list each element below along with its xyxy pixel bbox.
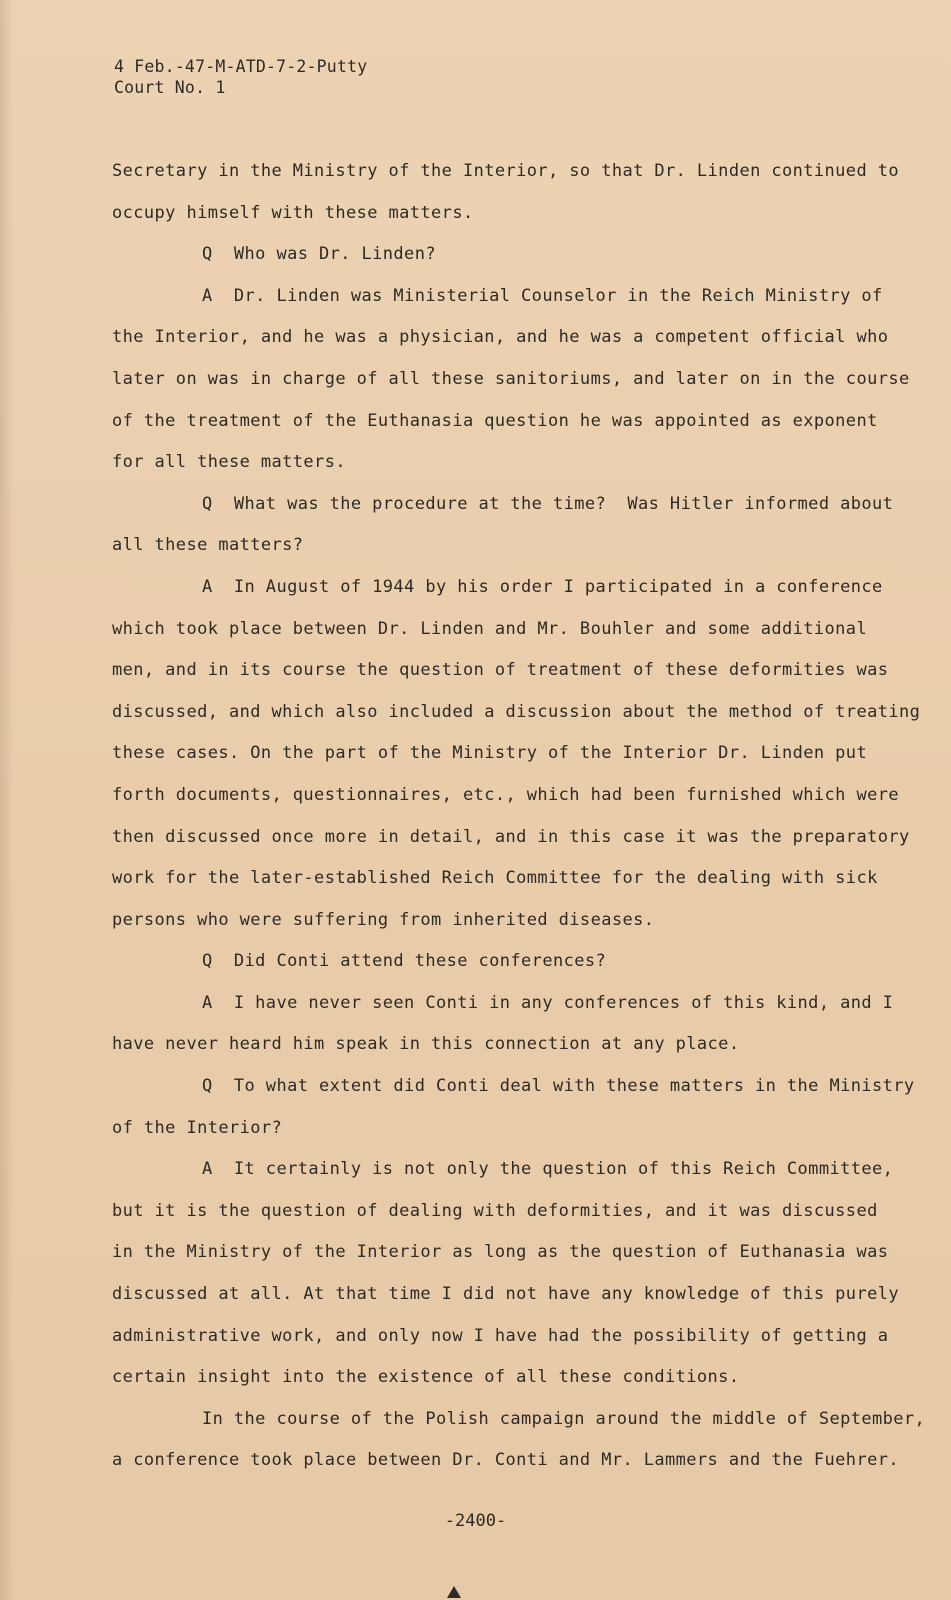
text-line: in the Ministry of the Interior as long as the question of Euthanasia was — [112, 1242, 889, 1263]
header-court: Court No. 1 — [114, 78, 226, 97]
text-line: for all these matters. — [112, 452, 346, 473]
transcript-body — [112, 151, 926, 1482]
page-edge-shadow — [0, 0, 14, 1600]
paragraph-line: In the course of the Polish campaign around the middle of September, — [202, 1408, 926, 1429]
text-line: of the Interior? — [112, 1117, 283, 1138]
answer-line: A It certainly is not only the question of this Reich Committee, — [202, 1159, 894, 1180]
text-line: a conference took place between Dr. Conti and Mr. Lammers and the Fuehrer. — [112, 1450, 899, 1471]
binding-mark — [447, 1586, 461, 1598]
answer-line: A In August of 1944 by his order I participated in a conference — [202, 576, 883, 597]
text-line: these cases. On the part of the Ministry of the Interior Dr. Linden put — [112, 743, 868, 764]
text-line: but it is the question of dealing with deformities, and it was discussed — [112, 1200, 878, 1221]
text-line: then discussed once more in detail, and in this case it was the preparatory — [112, 826, 910, 847]
text-line: Secretary in the Ministry of the Interior, so that Dr. Linden continued to — [112, 161, 899, 181]
text-line: occupy himself with these matters. — [112, 202, 474, 223]
question-line: Q To what extent did Conti deal with these matters in the Ministry — [202, 1076, 915, 1097]
text-line: certain insight into the existence of all these conditions. — [112, 1367, 740, 1388]
text-line: of the treatment of the Euthanasia question he was appointed as exponent — [112, 410, 878, 431]
text-line: discussed, and which also included a discussion about the method of treating — [112, 701, 921, 722]
answer-line: A Dr. Linden was Ministerial Counselor in the Reich Ministry of — [202, 285, 883, 306]
text-line: administrative work, and only now I have had the possibility of getting a — [112, 1325, 889, 1346]
question-line: Q Who was Dr. Linden? — [202, 244, 436, 265]
text-line: men, and in its course the question of treatment of these deformities was — [112, 660, 889, 681]
answer-line: A I have never seen Conti in any conferences of this kind, and I — [202, 992, 894, 1013]
text-line: have never heard him speak in this connection at any place. — [112, 1034, 740, 1055]
text-line: forth documents, questionnaires, etc., which had been furnished which were — [112, 784, 899, 805]
text-line: persons who were suffering from inherited diseases. — [112, 909, 655, 930]
text-line: all these matters? — [112, 535, 304, 556]
question-line: Q Did Conti attend these conferences? — [202, 951, 607, 972]
text-line: discussed at all. At that time I did not have any knowledge of this purely — [112, 1284, 899, 1305]
document-header — [114, 56, 367, 98]
text-line: the Interior, and he was a physician, and he was a competent official who — [112, 327, 889, 348]
header-reference: 4 Feb.-47-M-ATD-7-2-Putty — [114, 57, 368, 76]
text-line: work for the later-established Reich Committee for the dealing with sick — [112, 868, 878, 889]
text-line: which took place between Dr. Linden and Mr. Bouhler and some additional — [112, 618, 868, 639]
page-number: -2400- — [444, 1511, 507, 1531]
text-line: later on was in charge of all these sanitoriums, and later on in the course — [112, 368, 910, 389]
question-line: Q What was the procedure at the time? Was Hitler informed about — [202, 493, 894, 514]
